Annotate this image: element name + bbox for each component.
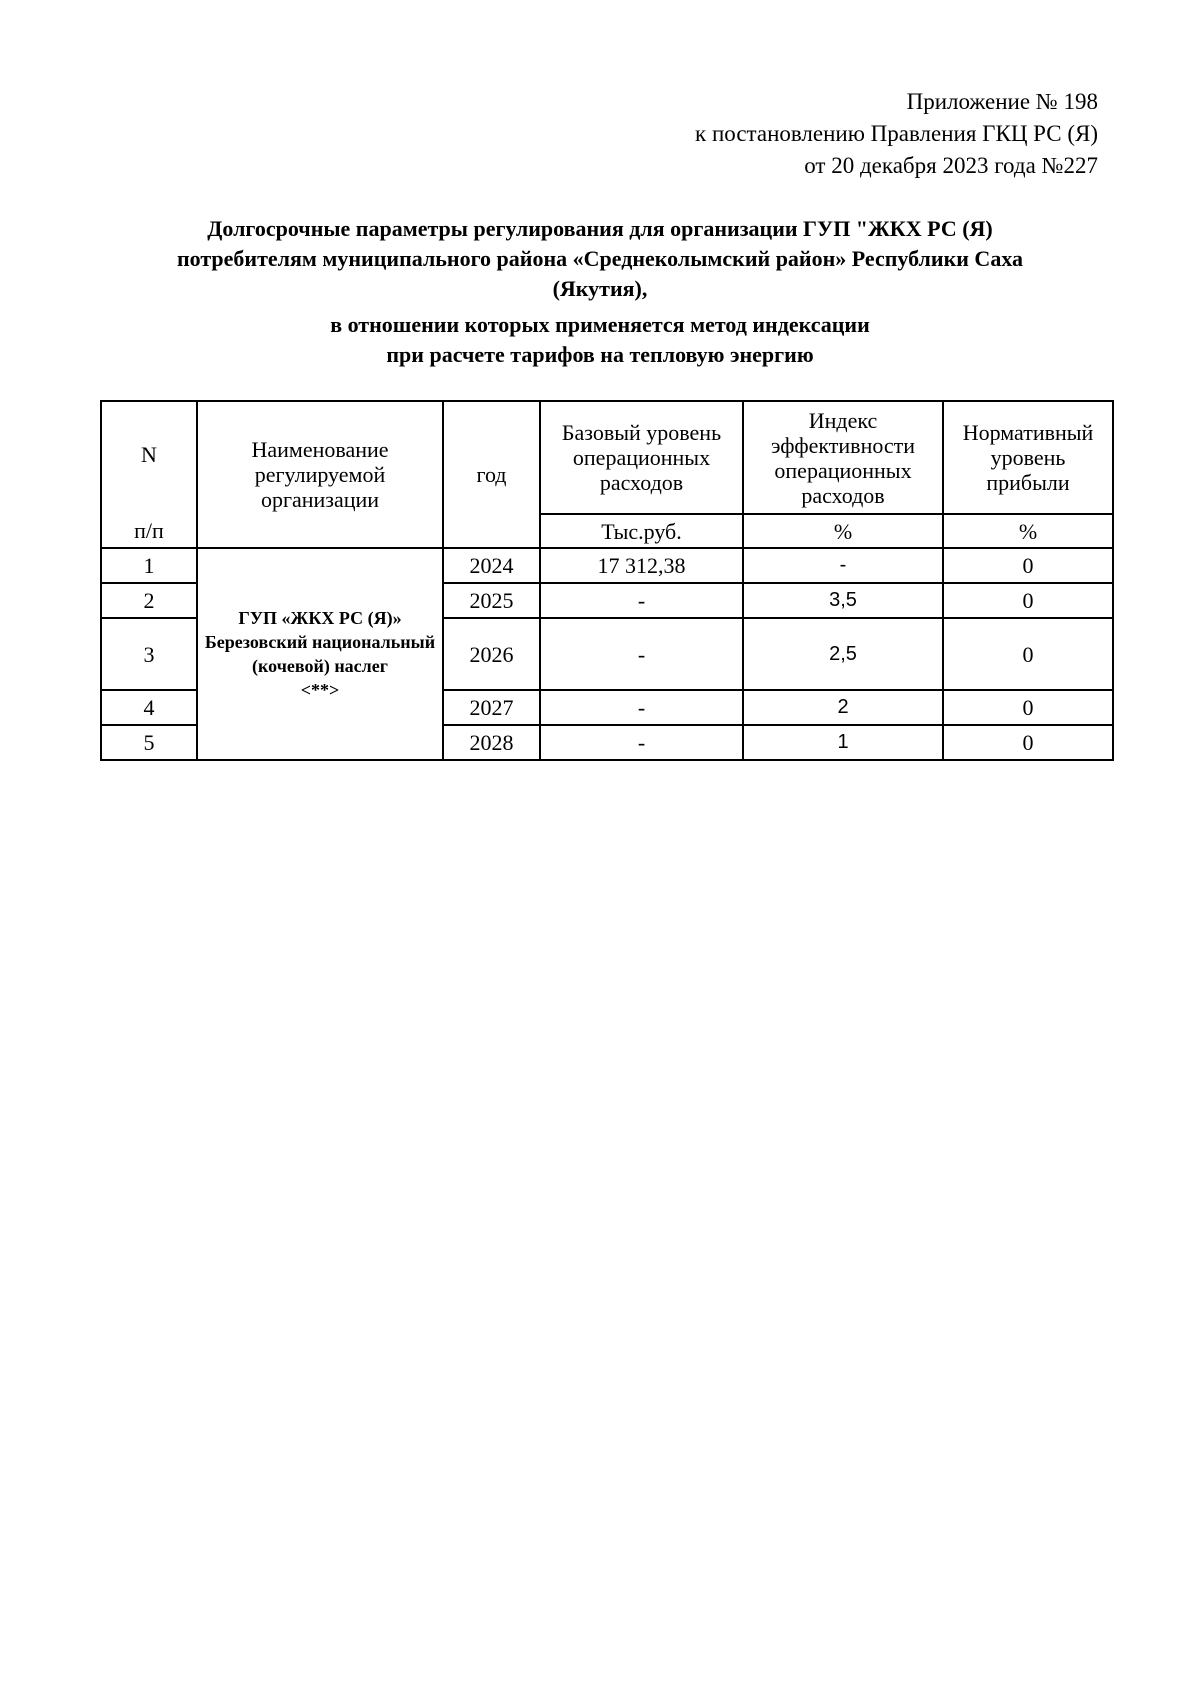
- title-line-5: при расчете тарифов на тепловую энергию: [386, 342, 814, 367]
- header-organization: Наименование регулируемой организации: [197, 401, 443, 548]
- annex-number: Приложение № 198: [906, 89, 1098, 114]
- title-line-3: (Якутия),: [552, 276, 648, 301]
- unit-base-opex: Тыс.руб.: [540, 514, 743, 548]
- row-profit-level: 0: [943, 690, 1113, 725]
- header-base-opex: Базовый уровень операционных расходов: [540, 401, 743, 514]
- organization-name: [197, 548, 443, 760]
- document-title: [120, 214, 1080, 370]
- row-number: 5: [101, 725, 197, 760]
- row-number: 2: [101, 583, 197, 618]
- parameters-table: [100, 400, 1114, 761]
- header-row: [101, 401, 1113, 514]
- organization-line-3: <**>: [300, 680, 340, 700]
- header-efficiency-index: Индекс эффективности операционных расходов: [743, 401, 943, 514]
- row-base-opex: -: [540, 725, 743, 760]
- table-row: [101, 548, 1113, 583]
- row-efficiency-index: -: [743, 548, 943, 583]
- row-efficiency-index: 2: [743, 690, 943, 725]
- header-number: [101, 401, 197, 548]
- title-line-2: потребителям муниципального района «Среднеколымский район» Республики Саха: [176, 246, 1024, 271]
- row-efficiency-index: 3,5: [743, 583, 943, 618]
- annex-block: [695, 86, 1098, 182]
- row-profit-level: 0: [943, 583, 1113, 618]
- row-number: 1: [101, 548, 197, 583]
- row-efficiency-index: 1: [743, 725, 943, 760]
- row-year: 2026: [443, 618, 540, 690]
- organization-line-1: ГУП «ЖКХ РС (Я)»: [238, 608, 402, 628]
- annex-date: от 20 декабря 2023 года №227: [804, 153, 1098, 178]
- header-number-pp: п/п: [134, 518, 164, 543]
- row-year: 2027: [443, 690, 540, 725]
- annex-reference: к постановлению Правления ГКЦ РС (Я): [695, 121, 1098, 146]
- row-base-opex: -: [540, 690, 743, 725]
- title-line-4: в отношении которых применяется метод индексации: [330, 312, 870, 337]
- header-year: год: [443, 401, 540, 548]
- row-profit-level: 0: [943, 548, 1113, 583]
- organization-line-2: Березовский национальный (кочевой) наслег: [204, 632, 436, 676]
- row-number: 3: [101, 618, 197, 690]
- row-number: 4: [101, 690, 197, 725]
- row-base-opex: -: [540, 618, 743, 690]
- row-profit-level: 0: [943, 725, 1113, 760]
- header-profit-level: Нормативный уровень прибыли: [943, 401, 1113, 514]
- unit-profit-level: %: [943, 514, 1113, 548]
- row-base-opex: -: [540, 583, 743, 618]
- row-base-opex: 17 312,38: [540, 548, 743, 583]
- row-efficiency-index: 2,5: [743, 618, 943, 690]
- title-line-1: Долгосрочные параметры регулирования для организации ГУП "ЖКХ РС (Я): [207, 216, 993, 241]
- row-year: 2025: [443, 583, 540, 618]
- row-year: 2024: [443, 548, 540, 583]
- header-number-symbol: N: [141, 442, 157, 467]
- row-profit-level: 0: [943, 618, 1113, 690]
- row-year: 2028: [443, 725, 540, 760]
- unit-efficiency-index: %: [743, 514, 943, 548]
